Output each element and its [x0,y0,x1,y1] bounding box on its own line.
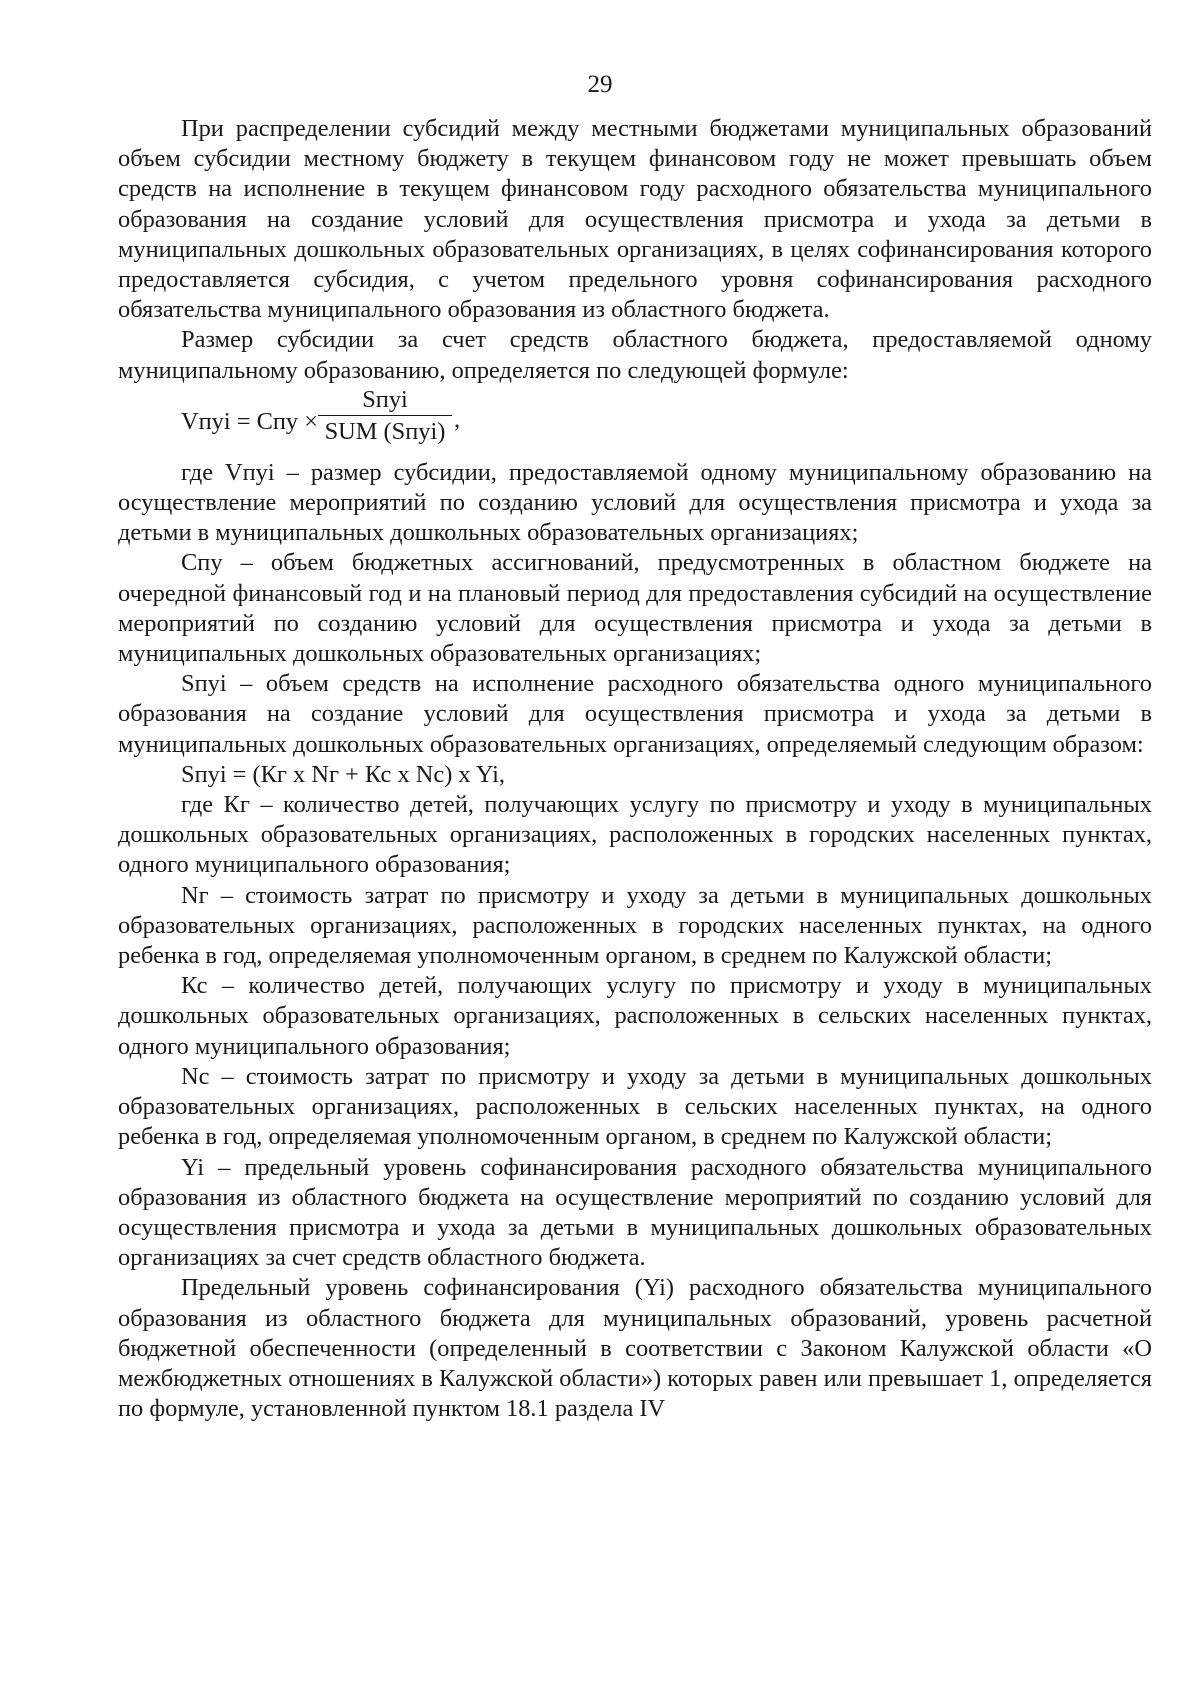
formula-fraction [318,386,452,447]
formula-trail: , [454,405,461,433]
paragraph: При распределении субсидий между местными бюджетами муниципальных образований объем субсидии местному бюджету в текущем финансовом году не может превышать объем средств на исполнение в текущем финансовом году расходного обязательства муниципального образования на создание условий для осуществления присмотра и ухода за детьми в муниципальных дошкольных образовательных организациях, в целях софинансирования которого предоставляется субсидия, с учетом предельного уровня софинансирования расходного обязательства муниципального образования из областного бюджета. [118,115,1152,324]
formula-line: Sпуi = (Кг x Nг + Кс x Nс) x Yi, [181,760,505,788]
paragraph: где Vпуi – размер субсидии, предоставляемой одному муниципальному образованию на осуществление мероприятий по созданию условий для осуществления присмотра и ухода за детьми в муниципальных дошкольных образовательных организациях; [118,458,1152,547]
paragraph: Sпуi – объем средств на исполнение расходного обязательства одного муниципального образования на создание условий для осуществления присмотра и ухода за детьми в муниципальных дошкольных образовательных организациях, определяемый следующим образом: [118,670,1152,758]
paragraph: Nг – стоимость затрат по присмотру и уходу за детьми в муниципальных дошкольных образовательных организациях, расположенных в городских населенных пунктах, на одного ребенка в год, определяемая уполномоченным органом, в среднем по Калужской области; [118,881,1152,970]
paragraph: Кс – количество детей, получающих услугу по присмотру и уходу в муниципальных дошкольных образовательных организациях, расположенных в сельских населенных пунктах, одного муниципального образования; [118,972,1152,1060]
paragraph: Размер субсидии за счет средств областного бюджета, предоставляемой одному муниципальному образованию, определяется по следующей формуле: [118,326,1152,384]
paragraph: Спу – объем бюджетных ассигнований, предусмотренных в областном бюджете на очередной финансовый год и на плановый период для предоставления субсидий на осуществление мероприятий по созданию условий для осуществления присмотра и ухода за детьми в муниципальных дошкольных образовательных организациях; [118,549,1152,668]
paragraph: Nс – стоимость затрат по присмотру и уходу за детьми в муниципальных дошкольных образовательных организациях, расположенных в сельских населенных пунктах, на одного ребенка в год, определяемая уполномоченным органом, в среднем по Калужской области; [118,1062,1152,1151]
subsidy-formula [118,386,1152,458]
paragraph: Yi – предельный уровень софинансирования расходного обязательства муниципального образования из областного бюджета на осуществление мероприятий по созданию условий для осуществления присмотра и ухода за детьми в муниципальных дошкольных образовательных организациях за счет средств областного бюджета. [118,1153,1152,1272]
formula-denominator: SUM (Sпуi) [324,418,446,446]
fraction-bar [318,415,452,417]
paragraph: где Кг – количество детей, получающих услугу по присмотру и уходу в муниципальных дошкольных образовательных организациях, расположенных в городских населенных пунктах, одного муниципального образования; [118,791,1152,879]
formula-numerator: Sпуi [362,385,408,413]
paragraph: Предельный уровень софинансирования (Yi) расходного обязательства муниципального образования из областного бюджета для муниципальных образований, уровень расчетной бюджетной обеспеченности (определенный в соответствии с Законом Калужской области «О межбюджетных отношениях в Калужской области») которых равен или превышает 1, определяется по формуле, установленной пунктом 18.1 раздела IV [118,1274,1152,1423]
page-number: 29 [587,71,613,98]
document-body [118,114,1152,1424]
formula-lhs: Vпуi = Спу × [181,407,318,435]
